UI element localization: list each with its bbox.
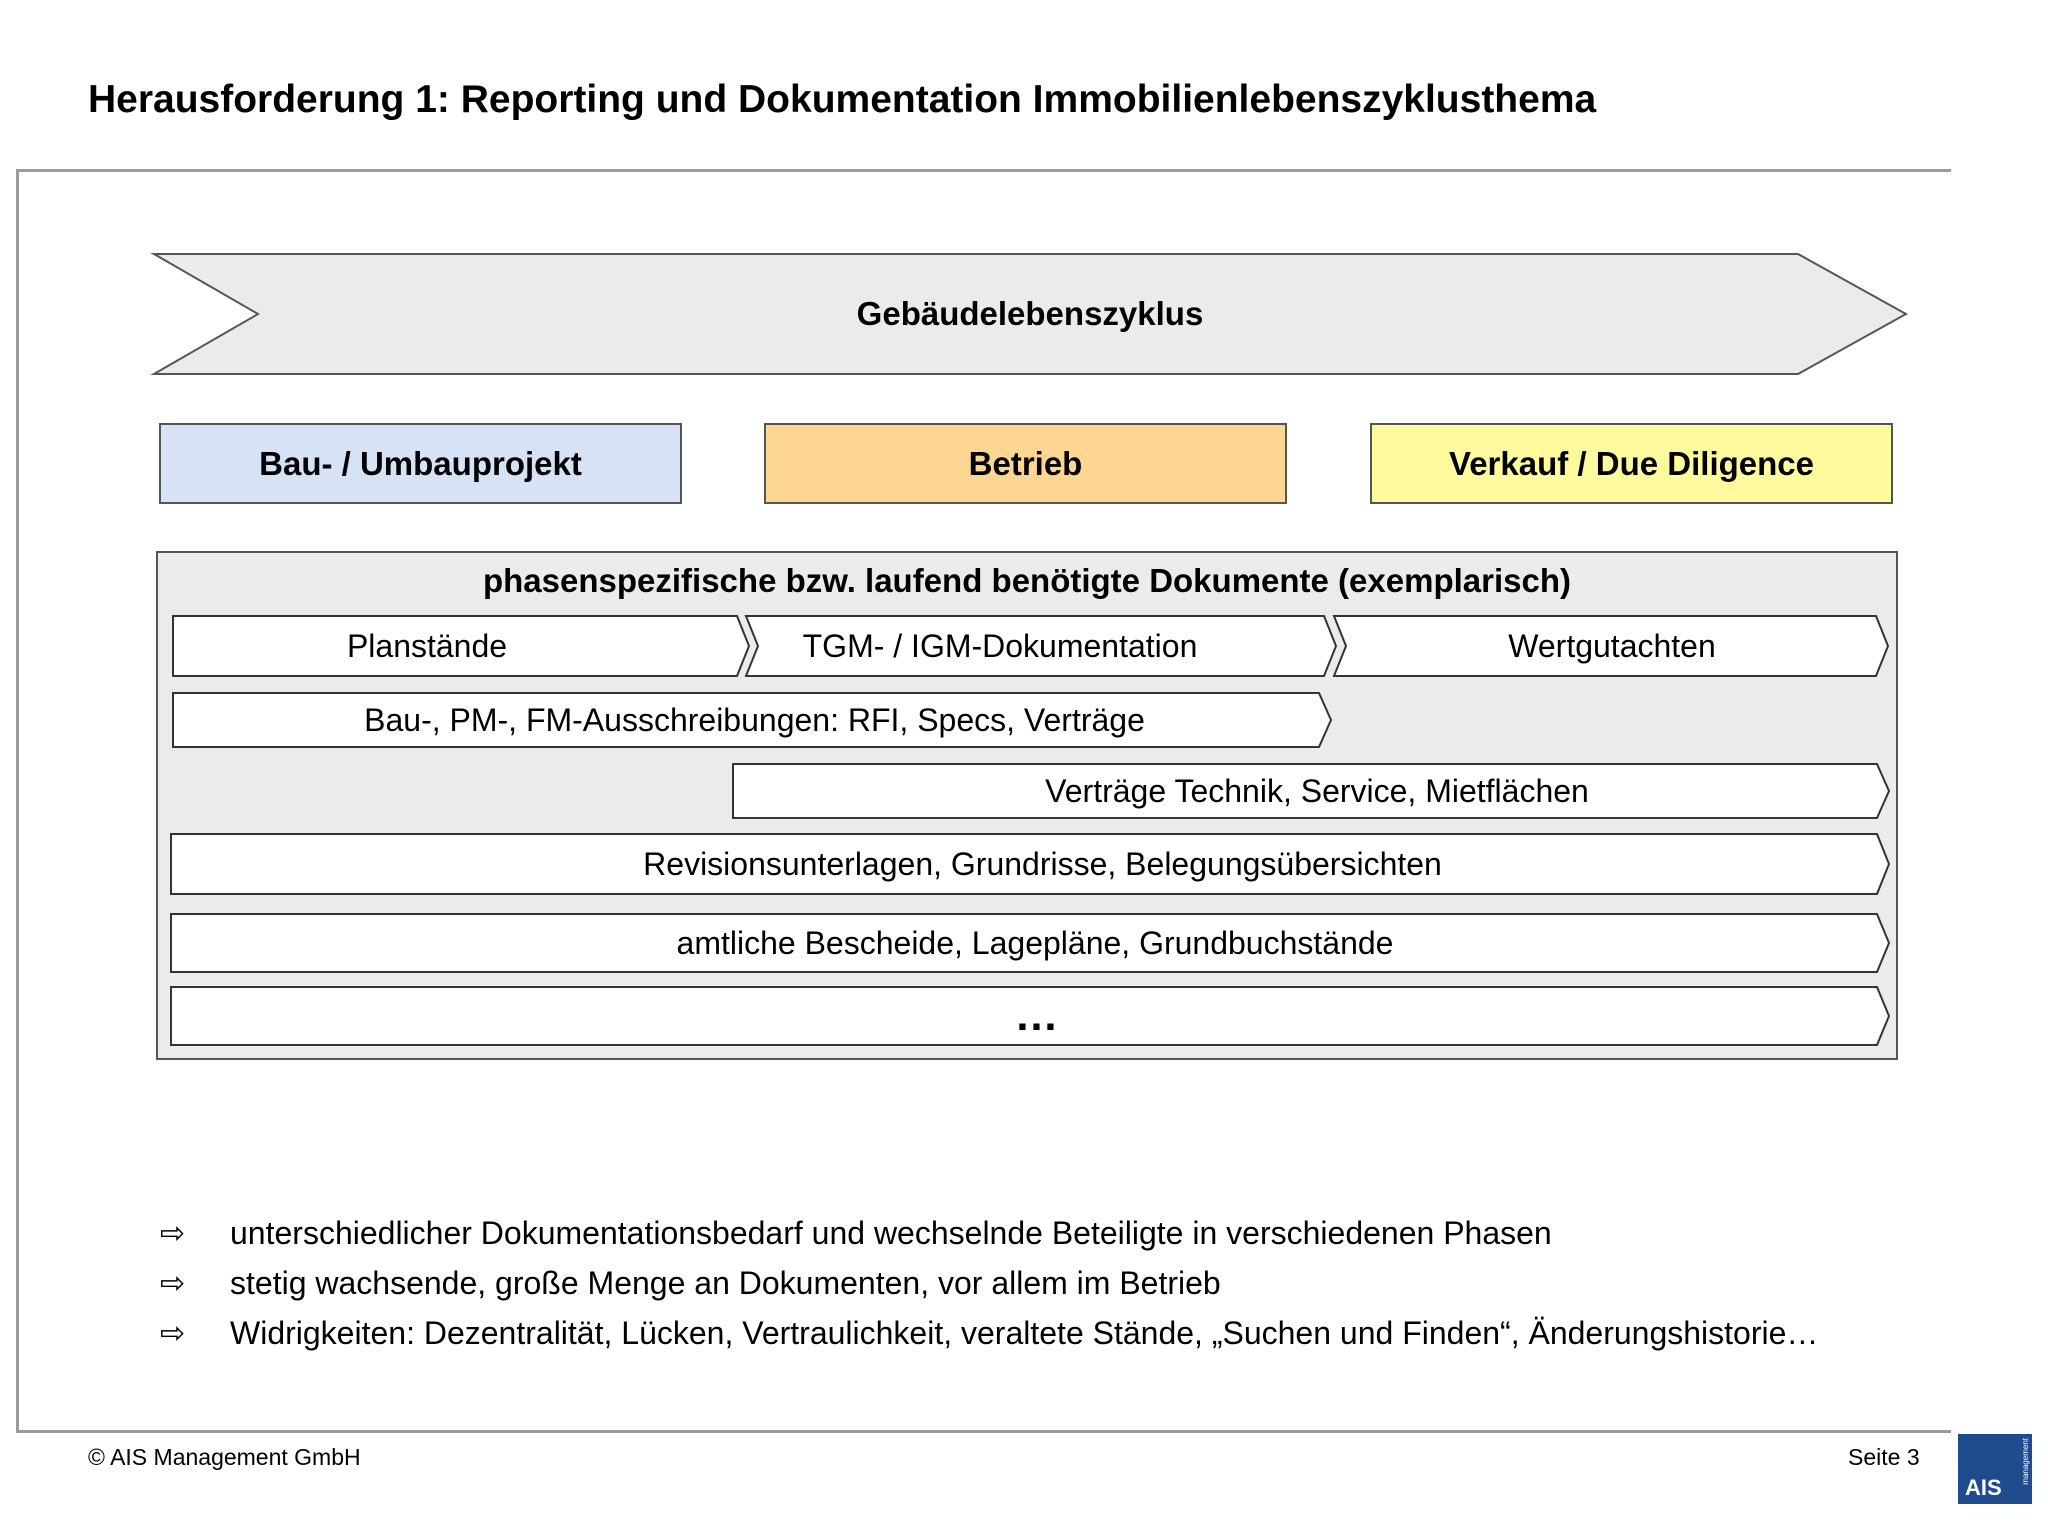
arrow-right-outline-icon: ⇨ bbox=[160, 1316, 186, 1350]
doc-label-ellipsis: … bbox=[1014, 991, 1059, 1040]
lifecycle-label: Gebäudelebenszyklus bbox=[856, 295, 1204, 332]
bullet-list bbox=[160, 1208, 1818, 1358]
doc-label-planstaende: Planstände bbox=[346, 627, 508, 664]
logo-text: AIS bbox=[1965, 1475, 2002, 1500]
bullet-text: Widrigkeiten: Dezentralität, Lücken, Vertraulichkeit, veraltete Stände, „Suchen und Finden“, Änderungshistorie… bbox=[230, 1314, 1819, 1351]
doc-label-revisionsunterlagen: Revisionsunterlagen, Grundrisse, Belegungsübersichten bbox=[643, 845, 1442, 882]
ais-logo bbox=[1958, 1434, 2032, 1504]
bullet-item bbox=[160, 1258, 1818, 1308]
slide-title: Herausforderung 1: Reporting und Dokumentation Immobilienlebenszyklusthema bbox=[88, 78, 1597, 121]
documents-heading: phasenspezifische bzw. laufend benötigte Dokumente (exemplarisch) bbox=[482, 562, 1571, 599]
bullet-item bbox=[160, 1308, 1818, 1358]
doc-label-wertgutachten: Wertgutachten bbox=[1508, 627, 1716, 664]
bullet-item bbox=[160, 1208, 1818, 1258]
footer-copyright: © AIS Management GmbH bbox=[88, 1444, 361, 1470]
doc-label-tgm-igm: TGM- / IGM-Dokumentation bbox=[802, 627, 1198, 664]
arrow-right-outline-icon: ⇨ bbox=[160, 1266, 186, 1300]
bullet-text: stetig wachsende, große Menge an Dokumenten, vor allem im Betrieb bbox=[230, 1264, 1221, 1301]
doc-label-ausschreibungen: Bau-, PM-, FM-Ausschreibungen: RFI, Specs, Verträge bbox=[364, 701, 1145, 738]
arrow-right-outline-icon: ⇨ bbox=[160, 1216, 186, 1250]
bullet-text: unterschiedlicher Dokumentationsbedarf und wechselnde Beteiligte in verschiedenen Phasen bbox=[230, 1214, 1552, 1251]
footer-page-number: Seite 3 bbox=[1848, 1444, 1920, 1470]
doc-label-vertraege-technik: Verträge Technik, Service, Mietflächen bbox=[1045, 772, 1589, 809]
phase-bau-umbauprojekt: Bau- / Umbauprojekt bbox=[159, 423, 682, 504]
doc-label-amtliche-bescheide: amtliche Bescheide, Lagepläne, Grundbuchstände bbox=[676, 924, 1394, 961]
phase-betrieb: Betrieb bbox=[764, 423, 1287, 504]
logo-subtext: management bbox=[2021, 1438, 2030, 1485]
phase-verkauf-due-diligence: Verkauf / Due Diligence bbox=[1370, 423, 1893, 504]
